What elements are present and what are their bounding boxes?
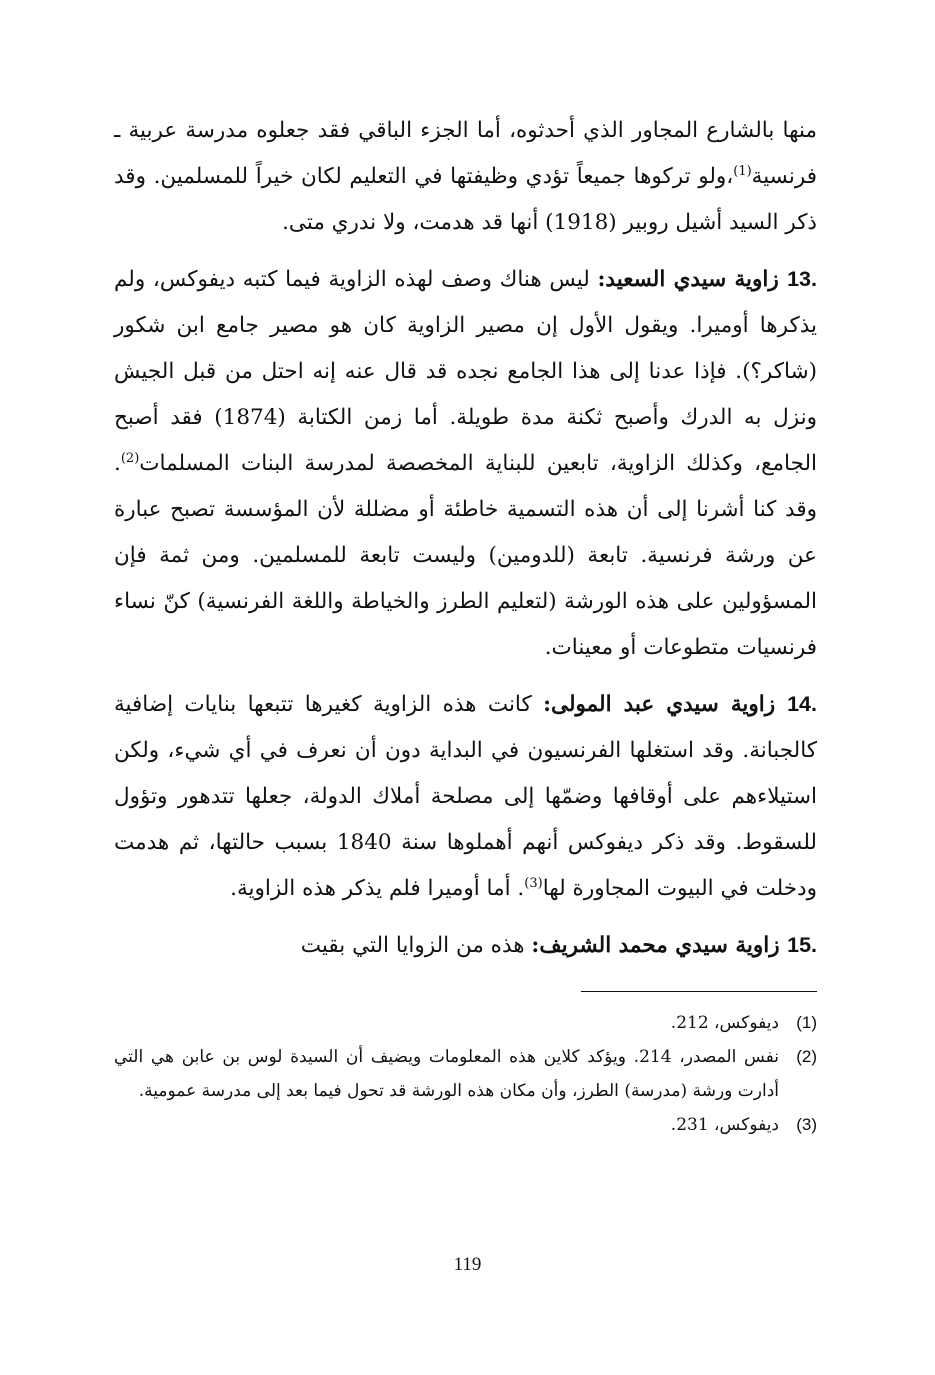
main-text [114,108,817,969]
paragraph-15 [114,922,817,969]
paragraph-13 [114,256,817,671]
footnote-number-3: (3) [796,1115,817,1134]
footnote-ref-1: (1) [733,163,752,179]
paragraph-14-text-a: كانت هذه الزاوية كغيرها تتبعها بنايات إضافية كالجبانة. وقد استغلها الفرنسيون في البداية دون أن نعرف في أي شيء، ولكن استيلاءهم على أوقافها وضمّها إلى مصلحة أملاك الدولة، جعلها تتدهور وتؤول للسقوط. وقد ذكر ديفوكس أنهم أهملوها سنة 1840 بسبب حالتها، ثم هدمت ودخلت في البيوت المجاورة لها [114,692,817,901]
section-title-14: زاوية سيدي عبد المولى: [543,692,776,717]
footnote-2 [114,1040,817,1108]
footnote-3 [114,1108,817,1142]
footnotes [114,1006,817,1142]
paragraph-1-text-b: ،ولو تركوها جميعاً تؤدي وظيفتها في التعليم لكان خيراً للمسلمين. وقد ذكر السيد أشيل روبير (1918) أنها قد هدمت، ولا ندري متى. [114,164,817,235]
footnote-ref-2: (2) [120,450,140,466]
paragraph-13-text-b: . وقد كنا أشرنا إلى أن هذه التسمية خاطئة أو مضللة لأن المؤسسة تصبح عبارة عن ورشة فرنسية. تابعة (للدومين) وليست تابعة للمسلمين. ومن ثمة فإن المسؤولين على هذه الورشة (لتعليم الطرز والخياطة واللغة الفرنسية) كنّ نساء فرنسيات متطوعات أو معينات. [114,451,817,660]
footnote-text-1: ديفوكس، 212. [670,1013,779,1033]
paragraph-1 [114,108,817,246]
section-heading-15 [531,933,817,958]
footnote-number-1: (1) [796,1013,817,1032]
section-title-13: زاوية سيدي السعيد: [597,267,779,292]
section-heading-13 [598,267,817,292]
paragraph-13-text-a: ليس هناك وصف لهذه الزاوية فيما كتبه ديفوكس، ولم يذكرها أوميرا. ويقول الأول إن مصير الزاوية كان هو مصير جامع ابن شكور (شاكر؟). فإذا عدنا إلى هذا الجامع نجده قد قال عنه إنه احتل من قبل الجيش ونزل به الدرك وأصبح ثكنة مدة طويلة. أما زمن الكتابة (1874) فقد أصبح الجامع، وكذلك الزاوية، تابعين للبناية المخصصة لمدرسة البنات المسلمات [114,267,818,476]
footnote-divider [581,991,817,992]
paragraph-1-text-a: منها بالشارع المجاور الذي أحدثوه، أما الجزء الباقي فقد جعلوه مدرسة عربية ـ فرنسية [114,118,817,189]
paragraph-15-text-a: هذه من الزوايا التي بقيت [300,933,532,958]
page-number: 119 [453,1254,482,1275]
paragraph-14 [114,681,817,912]
section-heading-14 [543,692,817,717]
section-number-13: 13. [787,267,817,291]
footnote-ref-3: (3) [524,875,543,891]
footnote-number-2: (2) [796,1047,817,1066]
section-number-14: 14. [787,692,817,716]
section-title-15: زاوية سيدي محمد الشريف: [531,933,780,958]
section-number-15: 15. [787,933,817,957]
footnote-text-2: نفس المصدر، 214. ويؤكد كلاين هذه المعلومات ويضيف أن السيدة لوس بن عابن هي التي أدارت ورشة (مدرسة) الطرز، وأن مكان هذه الورشة قد تحول فيما بعد إلى مدرسة عمومية. [114,1047,779,1101]
footnote-1 [114,1006,817,1040]
paragraph-14-text-b: . أما أوميرا فلم يذكر هذه الزاوية. [230,876,525,901]
footnote-text-3: ديفوكس، 231. [670,1115,779,1135]
